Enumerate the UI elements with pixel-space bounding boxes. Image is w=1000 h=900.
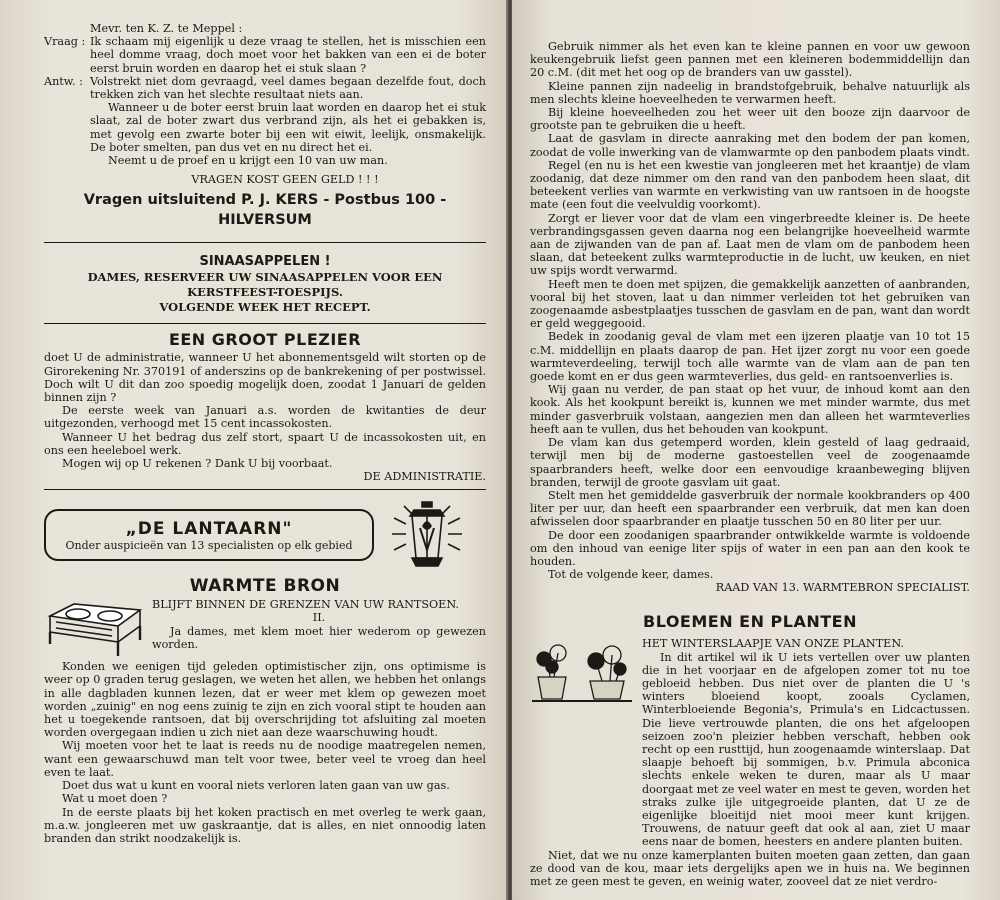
warmte-paragraph: In de eerste plaats bij het koken practisch en met overleg te werk gaan, m.a.w. jongleeren met uw gaskraantje, dat is alles, en niet onnoodig laten branden dan strikt noodzakelijk is. <box>44 805 486 845</box>
warmte-paragraph: Konden we eenigen tijd geleden optimistischer zijn, ons optimisme is weer op 0 graden terug geslagen, we weten het allen, we hebben het onlangs in alle dagbladen kunnen lezen, dat er weer met klem op gewezen moet worden „zuinig" en nog eens zuinig te zijn en zich vooral stipt te houden aan het u toegekende rantsoen, dat bij overschrijding tot afsluiting zal moeten worden overgegaan indien u zich niet aan deze waarschuwing houdt. <box>44 660 486 740</box>
warmte-subtitle: BLIJFT BINNEN DE GRENZEN VAN UW RANTSOEN. <box>152 598 459 612</box>
warmte-paragraph: Regel (en nu is het een kwestie van jongleeren met het kraantje) de vlam zoodanig, dat deze nimmer om den rand van den panbodem heen slaat, dit beteekent verlies van warmte en verkwisting van uw rantsoen in de hoogste mate (een fout die veelvuldig voorkomt). <box>530 158 970 212</box>
warmte-paragraph: Heeft men te doen met spijzen, die gemakkelijk aanzetten of aanbranden, vooral bij het stoven, laat u dan nimmer verleiden tot het gebruiken van zoogenaamde asbestplaatjes tusschen de gasvlam en de pan, want dan wordt er geld weggegooid. <box>530 277 970 331</box>
warmte-paragraph: Wij gaan nu verder, de pan staat op het vuur, de inhoud komt aan den kook. Als het kookpunt bereikt is, kunnen we met minder warmte, dus met minder gasverbruik volstaan, aangezien men dan alleen het warmteverlies heeft aan te vullen, dus het behouden van kookpunt. <box>530 383 970 436</box>
promo-sinaasappelen <box>44 253 486 315</box>
lantaarn-title: „DE LANTAARN" <box>125 518 293 539</box>
right-page <box>512 0 1000 900</box>
divider <box>44 489 486 490</box>
promo-line: VOLGENDE WEEK HET RECEPT. <box>159 300 371 315</box>
warmte-paragraph: Wat u moet doen ? <box>62 792 168 806</box>
bloemen-intro <box>530 637 970 848</box>
warmte-paragraph: Tot de volgende keer, dames. <box>548 568 714 582</box>
question-label: Vraag : <box>44 35 86 49</box>
warmte-paragraph: Bij kleine hoeveelheden zou het weer uit den booze zijn daarvoor de grootste pan te gebruiken die u heeft. <box>530 106 970 133</box>
bloemen-paragraph: Niet, dat we nu onze kamerplanten buiten moeten gaan zetten, dan gaan ze dood van de kou, maar iets dergelijks apen we in huis na. We beginnen met ze geen mest te geven, en weinig water, zooveel dat ze niet verdro- <box>530 848 970 888</box>
lantaarn-box <box>44 509 374 561</box>
warmte-paragraph: Doet dus wat u kunt en vooral niets verloren laten gaan van uw gas. <box>62 779 450 793</box>
answer-paragraph: Neemt u de proef en u krijgt een 10 van uw man. <box>108 154 388 168</box>
question <box>44 35 486 75</box>
stove-icon <box>44 598 144 660</box>
bloemen-paragraph: In dit artikel wil ik U iets vertellen over uw planten die in het voorjaar en de afgelopen zomer tot nu toe gebloeid hebben. Dus niet over de planten die U 's winters bloeiend koopt, zooals Cyclamen, Winterbloeiende Begonia's, Primula's en Lidcactussen. Die lieve vertrouwde planten, die ons het afgeloopen seizoen zoo'n pleizier hebben verschaft, hebben ook recht op een rusttijd, hun zoogenaamde winterslaap. Dat slaapje behoeft bij sommigen, b.v. Primula abconica slechts enkele weken te duren, maar als U maar doorgaat met ze veel water en mest te geven, worden het straks zulke ijle uitgegroeide planten, dat U ze de eigenlijke bloeitijd niet mooi meer kunt krijgen. Trouwens, de natuur geeft dat ook al aan, ziet U maar eens naar de bomen, heesters en andere planten buiten. <box>642 650 970 849</box>
warmte-paragraph: Laat de gasvlam in directe aanraking met den bodem der pan komen, zoodat de volle inwerking van de vlamwarmte op den panbodem plaats vindt. <box>530 132 970 159</box>
divider <box>44 323 486 324</box>
potted-plants-icon <box>530 637 634 703</box>
warmte-intro <box>44 598 486 660</box>
answer-label: Antw. : <box>44 74 83 88</box>
lantaarn-header <box>44 498 486 572</box>
warmte-paragraph: Ja dames, met klem moet hier wederom op gewezen worden. <box>152 624 486 651</box>
warmte-signature: RAAD VAN 13. WARMTEBRON SPECIALIST. <box>715 581 970 595</box>
bloemen-title: BLOEMEN EN PLANTEN <box>643 612 857 632</box>
warmte-paragraph: Gebruik nimmer als het even kan te kleine pannen en voor uw gewoon keukengebruik liefst geen pannen met een kleineren bodemmiddellijn dan 20 c.M. (dit met het oog op de branders van uw gasstel). <box>530 40 970 80</box>
divider <box>44 242 486 243</box>
answer <box>44 75 486 101</box>
promo-line: KERSTFEEST-TOESPIJS. <box>187 285 343 300</box>
plezier-title: EEN GROOT PLEZIER <box>168 330 362 350</box>
lantaarn-subtitle: Onder auspicieën van 13 specialisten op elk gebied <box>65 538 353 552</box>
warmte-paragraph: Kleine pannen zijn nadeelig in brandstofgebruik, behalve natuurlijk als men slechts kleine hoeveelheden te verwarmen heeft. <box>530 79 970 106</box>
warmte-paragraph: Stelt men het gemiddelde gasverbruik der normale kookbranders op 400 liter per uur, dan heeft een spaarbrander een verbruik, dat men kan doen afwisselen door spaarbrander en plaatje tusschen 50 en 80 liter per uur. <box>530 488 970 529</box>
warmte-title: WARMTE BRON <box>189 576 341 597</box>
warmte-paragraph: Wij moeten voor het te laat is reeds nu de noodige maatregelen nemen, want een gewaarschuwd man telt voor twee, beter veel te vroeg dan heel even te laat. <box>44 739 486 779</box>
plezier-paragraph: Wanneer U het bedrag dus zelf stort, spaart U de incassokosten uit, en ons een heeleboel werk. <box>44 430 486 457</box>
warmte-paragraph: Zorgt er liever voor dat de vlam een vingerbreedte kleiner is. De heete verbrandingsgassen geven daarna nog een belangrijke hoeveelheid warmte aan de zijwanden van de pan af. Laat men de vlam om de panbodem heen slaan, dat beteekent zulks warmteproductie in de lucht, uw keuken, en niet uw spijs wordt verwarmd. <box>530 211 970 278</box>
warmte-paragraph: De vlam kan dus getemperd worden, klein gesteld of laag gedraaid, terwijl men bij de moderne gastoestellen veel de zoogenaamde spaarbranders heeft, welke door een eenvoudige kraanbeweging blijven branden, terwijl de groote gasvlam uit gaat. <box>530 436 970 489</box>
answer-paragraph: Wanneer u de boter eerst bruin laat worden en daarop het ei stuk slaat, zal de boter zwart dus verbrand zijn, als het ei gebakken is, met gevolg een zwarte boter bij een wit eiwit, leelijk, onsmakelijk. De boter smelten, pan dus vet en nu direct het ei. <box>90 101 486 154</box>
bloemen-subtitle: HET WINTERSLAAPJE VAN ONZE PLANTEN. <box>642 637 904 651</box>
addressee: Mevr. ten K. Z. te Meppel : <box>90 22 243 35</box>
plezier-paragraph: De eerste week van Januari a.s. worden de kwitanties de deur uitgezonden, verhoogd met 15 cent incassokosten. <box>44 404 486 431</box>
question-text: Ik schaam mij eigenlijk u deze vraag te stellen, het is misschien een heel domme vraag, doch moet voor het bakken van een ei de boter eerst bruin worden en daarop het ei stuk slaan ? <box>90 35 486 75</box>
promo-title: SINAASAPPELEN ! <box>199 254 331 270</box>
free-note: VRAGEN KOST GEEN GELD ! ! ! <box>191 173 379 187</box>
plezier-paragraph: doet U de administratie, wanneer U het abonnementsgeld wilt storten op de Girorekening Nr. 370191 of anderszins op de bankrekening of per postwissel. Doch wilt U dit dan zoo spoedig mogelijk doen, zoodat 1 Januari de gelden binnen zijn ? <box>44 351 486 405</box>
warmte-part: II. <box>312 611 326 625</box>
plezier-signature: DE ADMINISTRATIE. <box>363 470 486 484</box>
promo-line: DAMES, RESERVEER UW SINAASAPPELEN VOOR EEN <box>87 270 443 285</box>
contact-line: Vragen uitsluitend P. J. KERS - Postbus 100 - HILVERSUM <box>83 192 447 229</box>
lantern-icon <box>384 498 470 572</box>
warmte-paragraph: Bedek in zoodanig geval de vlam met een ijzeren plaatje van 10 tot 15 c.M. middellijn en plaats daarop de pan. Het ijzer zorgt nu voor een goede warmteverdeeling, terwijl toch alle warmte van de vlam aan de pan ten goede komt en er dus geen warmteverlies, dus geld- en rantsoenverlies is. <box>530 330 970 384</box>
warmte-paragraph: De door een zoodanigen spaarbrander ontwikkelde warmte is voldoende om den inhoud van eenige liter spijs of water in een pan aan den kook te houden. <box>530 528 970 568</box>
plezier-paragraph: Mogen wij op U rekenen ? Dank U bij voorbaat. <box>62 457 333 471</box>
answer-text: Volstrekt niet dom gevraagd, veel dames begaan dezelfde fout, doch trekken zich van het slechte resultaat niets aan. <box>90 74 486 102</box>
